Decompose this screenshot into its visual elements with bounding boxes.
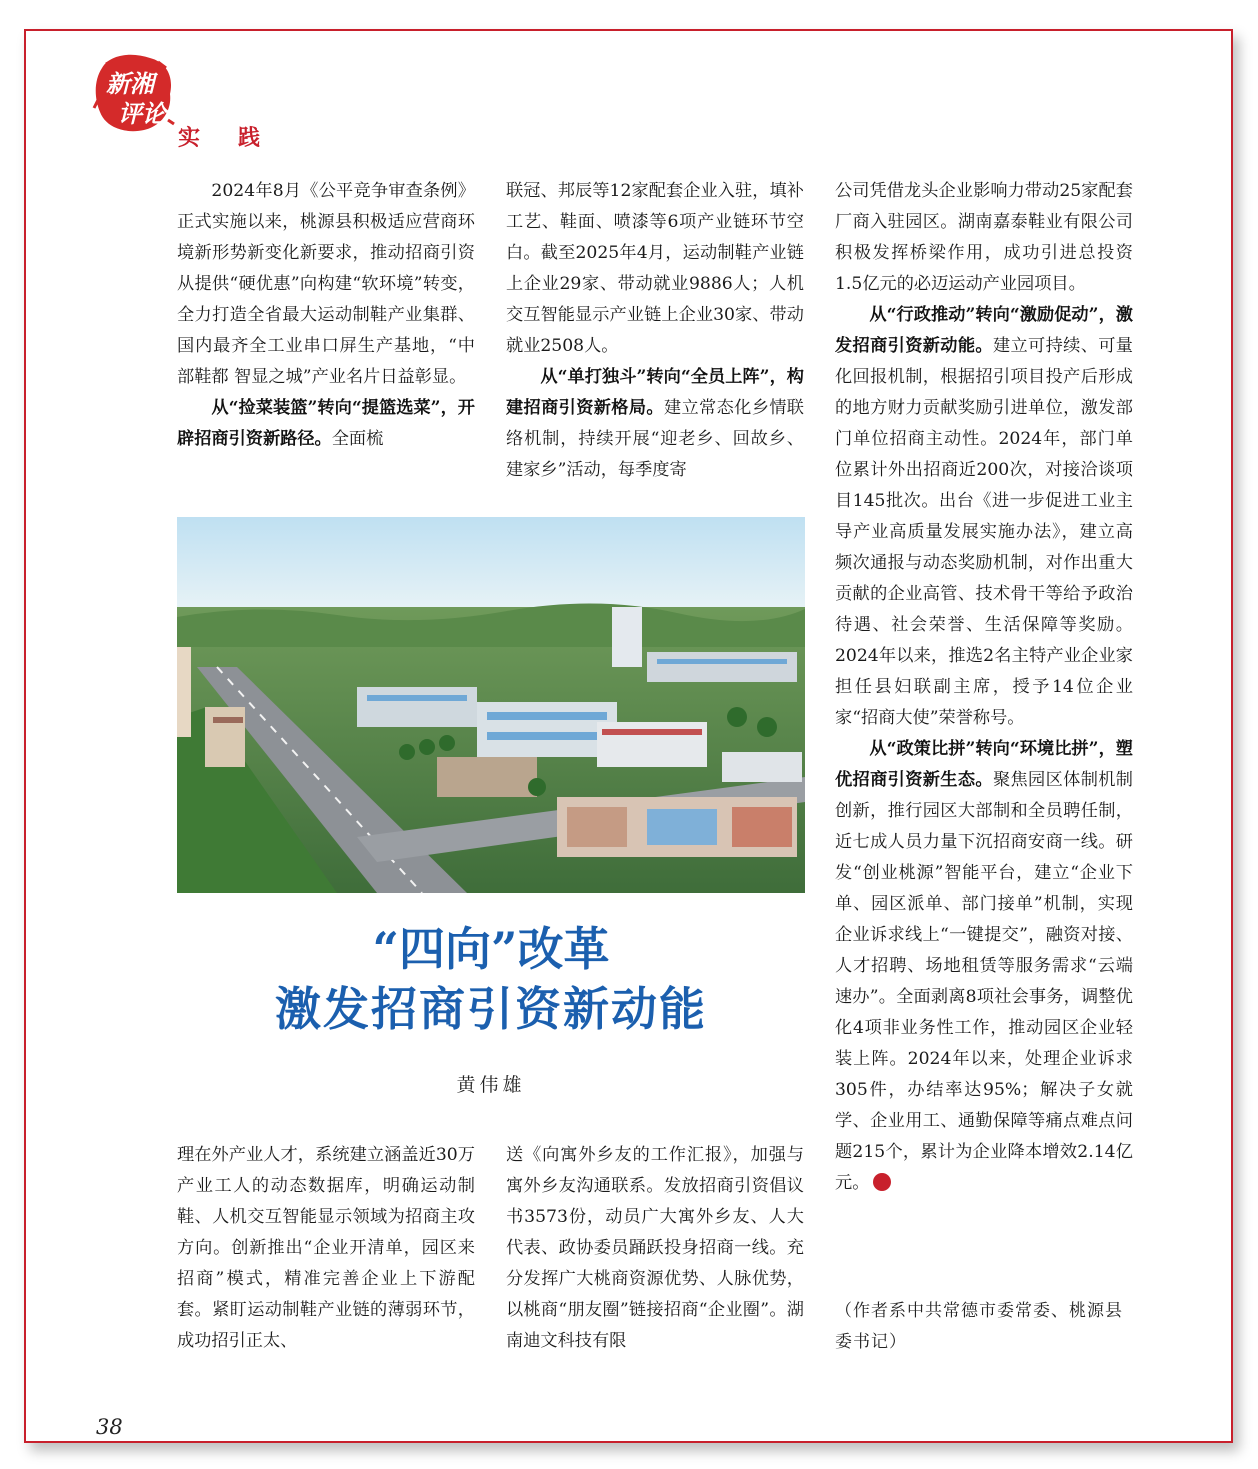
svg-text:新湘: 新湘 — [106, 69, 154, 98]
section-tag: 实践 — [178, 126, 299, 151]
magazine-logo-seal — [92, 50, 176, 134]
author-note: （作者系中共常德市委常委、桃源县委书记） — [835, 1301, 1123, 1352]
column-3 — [835, 176, 1133, 1199]
end-mark-icon — [873, 1173, 891, 1191]
paragraph: 从“行政推动”转向“激励促动”，激发招商引资新动能。建立可持续、可量化回报机制，根据招引项目投产后形成的地方财力贡献奖励引进单位，激发部门单位招商主动性。2024年，部门单位累计外出招商近200次，对接洽谈项目145批次。出台《进一步促进工业主导产业高质量发展实施办法》，建立高频次通报与动态奖励机制，对作出重大贡献的企业高管、技术骨干等给予政治待遇、社会荣誉、生活保障等奖励。2024年以来，推选2名主特产业企业家担任县妇联副主席，授予14位企业家“招商大使”荣誉称号。 — [835, 305, 1133, 728]
column-1-bottom — [177, 1140, 475, 1357]
column-2-top — [506, 176, 804, 486]
author-byline: 黄伟雄 — [456, 1074, 526, 1096]
column-2-bottom — [506, 1140, 804, 1357]
paragraph-lead: 从“政策比拼”转向“环境比拼”，塑优招商引资新生态。 — [835, 739, 1133, 790]
paragraph: 联冠、邦辰等12家配套企业入驻，填补工艺、鞋面、喷漆等6项产业链环节空白。截至2025年4月，运动制鞋产业链上企业29家、带动就业9886人；人机交互智能显示产业链上企业30家、带动就业2508人。 — [506, 181, 804, 356]
paragraph: 送《向寓外乡友的工作汇报》，加强与寓外乡友沟通联系。发放招商引资倡议书3573份，动员广大寓外乡友、人大代表、政协委员踊跃投身招商一线。充分发挥广大桃商资源优势、人脉优势，以桃商“朋友圈”链接招商“企业圈”。湖南迪文科技有限 — [506, 1145, 804, 1351]
article-headline — [177, 920, 805, 1040]
paragraph-lead: 从“捡菜装篮”转向“提篮选菜”，开辟招商引资新路径。 — [177, 398, 475, 449]
paragraph: 公司凭借龙头企业影响力带动25家配套厂商入驻园区。湖南嘉泰鞋业有限公司积极发挥桥梁作用，成功引进总投资1.5亿元的必迈运动产业园项目。 — [835, 181, 1133, 294]
paragraph: 从“单打独斗”转向“全员上阵”，构建招商引资新格局。建立常态化乡情联络机制，持续开展“迎老乡、回故乡、建家乡”活动，每季度寄 — [506, 367, 804, 480]
column-1-top — [177, 176, 475, 455]
aerial-photo — [177, 517, 805, 893]
paragraph: 从“捡菜装篮”转向“提篮选菜”，开辟招商引资新路径。全面梳 — [177, 398, 475, 449]
paragraph: 2024年8月《公平竞争审查条例》正式实施以来，桃源县积极适应营商环境新形势新变化新要求，推动招商引资从提供“硬优惠”向构建“软环境”转变，全力打造全省最大运动制鞋产业集群、国内最齐全工业串口屏生产基地，“中部鞋都 智显之城”产业名片日益彰显。 — [177, 181, 475, 387]
paragraph-lead: 从“行政推动”转向“激励促动”，激发招商引资新动能。 — [835, 305, 1133, 356]
page-number: 38 — [96, 1415, 123, 1439]
paragraph: 从“政策比拼”转向“环境比拼”，塑优招商引资新生态。聚焦园区体制机制创新，推行园区大部制和全员聘任制，近七成人员力量下沉招商安商一线。研发“创业桃源”智能平台，建立“企业下单、园区派单、部门接单”机制，实现企业诉求线上“一键提交”，融资对接、人才招聘、场地租赁等服务需求“云端速办”。全面剥离8项社会事务，调整优化4项非业务性工作，推动园区企业轻装上阵。2024年以来，处理企业诉求305件，办结率达95%；解决子女就学、企业用工、通勤保障等痛点难点问题215个，累计为企业降本增效2.14亿元。 — [835, 739, 1133, 1193]
paragraph-lead: 从“单打独斗”转向“全员上阵”，构建招商引资新格局。 — [506, 367, 804, 418]
headline-line-1: “四向”改革 — [372, 922, 610, 976]
svg-text:评论: 评论 — [118, 99, 166, 128]
paragraph: 理在外产业人才，系统建立涵盖近30万产业工人的动态数据库，明确运动制鞋、人机交互智能显示领域为招商主攻方向。创新推出“企业开清单，园区来招商”模式，精准完善企业上下游配套。紧盯运动制鞋产业链的薄弱环节，成功招引正太、 — [177, 1145, 475, 1351]
headline-line-2: 激发招商引资新动能 — [275, 982, 707, 1036]
